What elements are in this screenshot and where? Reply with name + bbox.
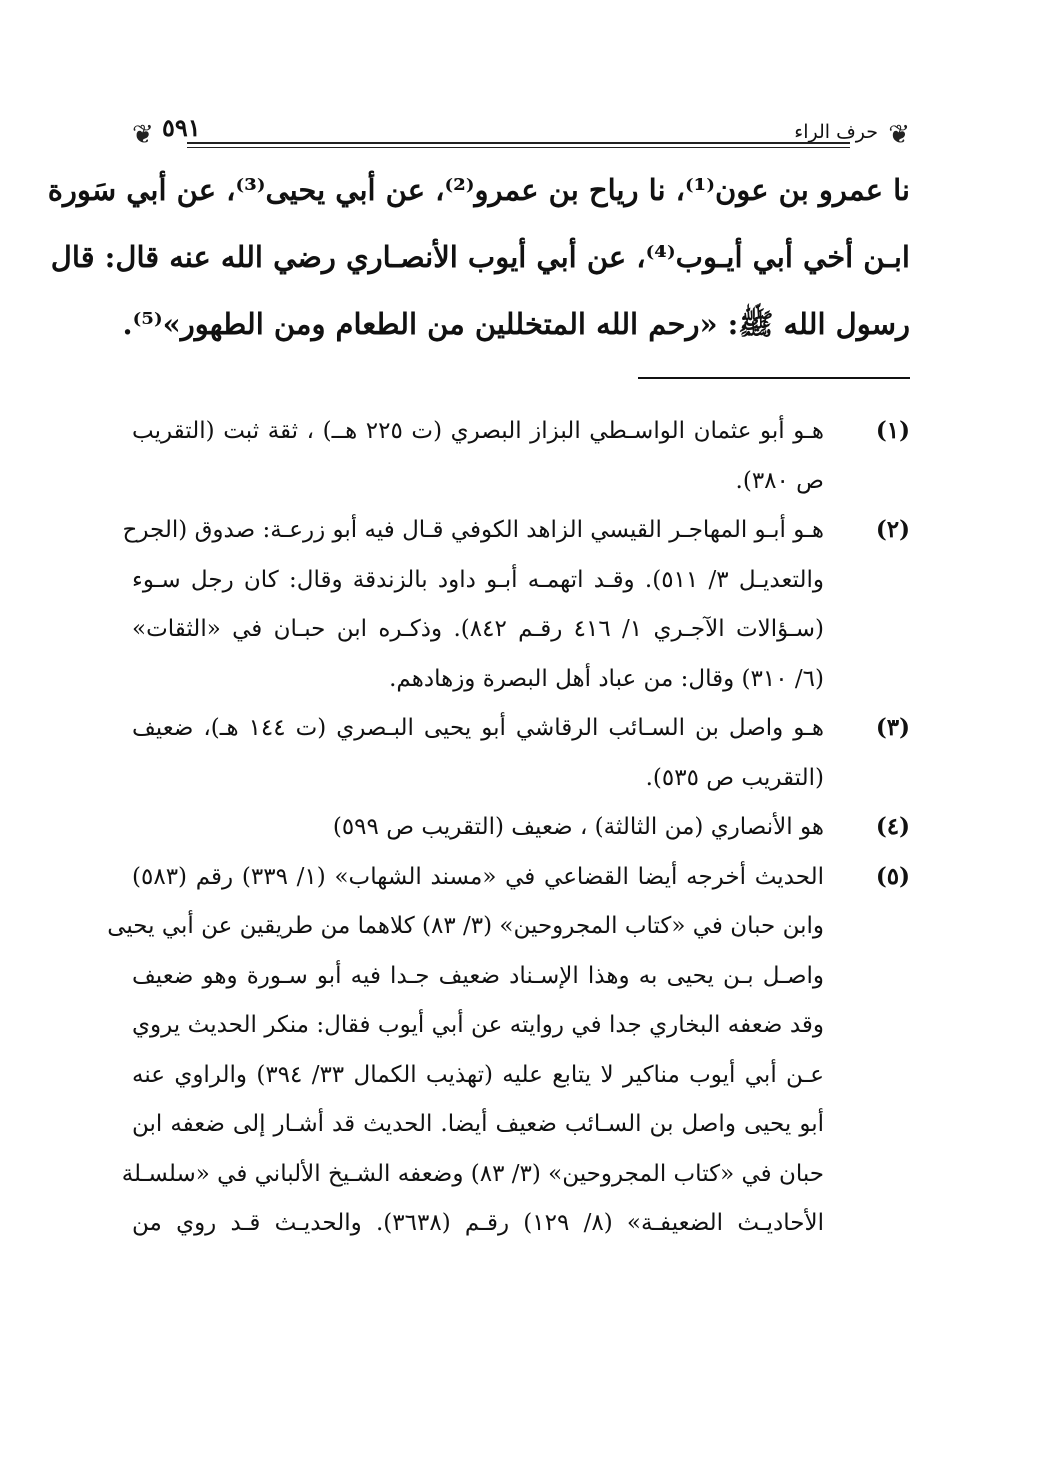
main-text-line: ابـن أخي أبي أيـوب⁽⁴⁾، عن أبي أيوب الأنصـاري رضي الله عنه قال: قال xyxy=(50,240,910,274)
footnote-line: وقد ضعفه البخاري جدا في روايته عن أبي أيوب فقال: منكر الحديث يروي xyxy=(132,1012,824,1038)
footnote-4 xyxy=(132,804,910,854)
footnote-number: (٤) xyxy=(875,813,910,840)
header-rule-thin xyxy=(187,147,850,148)
footnote-5 xyxy=(107,854,910,1250)
header-rule xyxy=(187,142,850,144)
footnote-3 xyxy=(132,705,910,804)
footnote-line: عـن أبي أيوب مناكير لا يتابع عليه (تهذيب الكمال ٣٣/ ٣٩٤) والراوي عنه xyxy=(132,1061,825,1088)
page-number: ٥٩١ xyxy=(162,113,201,142)
footnote-line: هـو واصل بن السـائب الرقاشي أبو يحيى البـصري (ت ١٤٤ هـ)، ضعيف xyxy=(132,715,824,741)
running-title: حرف الراء xyxy=(794,121,878,143)
footnote-line: (٦/ ٣١٠) وقال: من عباد أهل البصرة وزهادهم. xyxy=(389,665,824,692)
main-text-line: نا عمرو بن عون⁽¹⁾، نا رياح بن عمرو⁽²⁾، عن أبي يحيى⁽³⁾، عن أبي سَورة xyxy=(47,173,910,207)
footnote-number: (٣) xyxy=(875,714,910,741)
main-text xyxy=(47,168,910,369)
footnote-line: الأحاديـث الضعيفـة» (٨/ ١٢٩) رقـم (٣٦٣٨). والحديـث قـد روي من xyxy=(132,1210,825,1236)
footnote-number: (١) xyxy=(875,417,910,444)
footnote-line: الحديث أخرجه أيضا القضاعي في «مسند الشهاب» (١/ ٣٣٩) رقم (٥٨٣) xyxy=(132,863,824,890)
footnote-line: هو الأنصاري (من الثالثة) ، ضعيف (التقريب ص ٥٩٩) xyxy=(332,814,824,840)
footnote-line: واصـل بـن يحيى به وهذا الإسـناد ضعيف جـدا فيه أبو سـورة وهو ضعيف xyxy=(132,962,824,989)
footnote-number: (٥) xyxy=(875,862,910,890)
footnote-separator xyxy=(638,377,910,379)
header-ornament-right-icon: ❦ xyxy=(888,120,910,150)
footnote-line: هـو أبو عثمان الواسـطي البزاز البصري (ت ٢٢٥ هــ) ، ثقة ثبت (التقريب xyxy=(132,418,824,444)
footnotes xyxy=(107,408,910,1250)
footnote-line: والتعديـل ٣/ ٥١١). وقـد اتهمـه أبـو داود بالزندقة وقال: كان رجل سـوء xyxy=(132,566,824,593)
footnote-2 xyxy=(122,507,910,705)
footnote-line: هـو أبـو المهاجـر القيسي الزاهد الكوفي قـال فيه أبو زرعـة: صدوق (الجرح xyxy=(122,517,824,543)
footnote-1 xyxy=(132,408,910,507)
footnote-line: حبان في «كتاب المجروحين» (٣/ ٨٣) وضعفه الشـيخ الألباني في «سلسـلة xyxy=(121,1160,824,1187)
footnote-line: (سـؤالات الآجـري ١/ ٤١٦ رقـم ٨٤٢). وذكـره ابن حبـان في «الثقات» xyxy=(132,616,824,642)
footnote-line: (التقريب ص ٥٣٥). xyxy=(645,764,824,791)
footnote-line: ص ٣٨٠). xyxy=(735,467,824,494)
footnote-line: أبو يحيى واصل بن السـائب ضعيف أيضا. الحديث قد أشـار إلى ضعفه ابن xyxy=(132,1111,824,1137)
main-text-line: رسول الله ﷺ: «رحم الله المتخللين من الطعام ومن الطهور»⁽⁵⁾. xyxy=(122,307,910,341)
page-header xyxy=(132,100,910,152)
footnote-line: وابن حبان في «كتاب المجروحين» (٣/ ٨٣) كلاهما من طريقين عن أبي يحيى xyxy=(107,913,824,939)
footnote-number: (٢) xyxy=(875,516,910,543)
header-ornament-left-icon: ❦ xyxy=(132,120,154,150)
